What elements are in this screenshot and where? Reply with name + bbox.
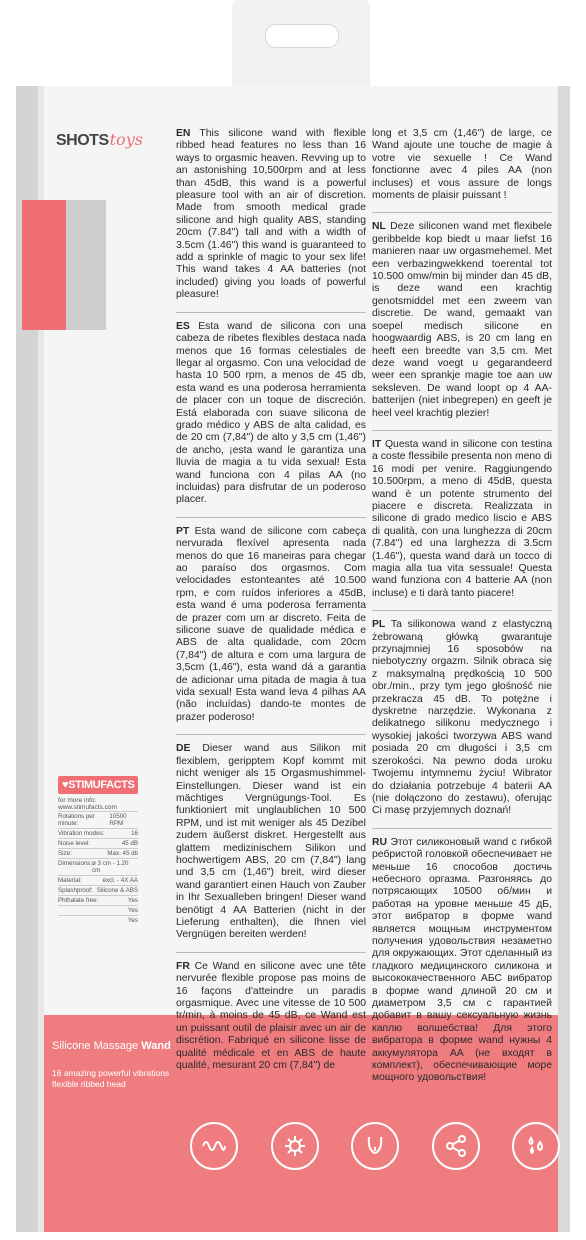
- divider: [372, 212, 552, 213]
- text-block-ru: RU Этот силиконовый wand с гибкой ребристой головкой обеспечивает не меньше 16 способов достичь небесного оргазма. Разгоняясь до потрясающих 10500 об/мин и работая на уровне меньше 45 дБ, этот вибратор в форме wand является мощным инструментом получения удовольствия незаметно для окружающих. Этот сделанный из гладкого медицинского силикона и высококачественного АБС вибратор в форме wand длиной 20 см и диаметром 3,5 см с гарантией добавит в вашу сексуальную жизнь каплю волшебства! Для этого вибратора в форме wand нужны 4 аккумулятора AA (не входят в комплект), обеспечивающие море мощного удовольствия!: [372, 836, 552, 1084]
- grey-accent-stripe: [66, 200, 106, 330]
- spec-label: Phthalate free:: [58, 897, 99, 904]
- spec-value: 16: [131, 830, 138, 837]
- product-name: Silicone Massage Wand: [52, 1040, 171, 1052]
- stimufacts-badge: ♥STIMUFACTS: [58, 776, 138, 794]
- divider: [176, 312, 366, 313]
- stimufacts-panel: [58, 776, 138, 925]
- text-block-fr-continued: long et 3,5 cm (1,46") de large, ce Wand ajoute une touche de magie à votre vie sexuelle ! Ce Wand fonctionne avec 4 piles AA (non incluses) et vous assure de longs moments de plaisir puissant !: [372, 128, 552, 202]
- spec-row: [58, 848, 138, 858]
- text-block-it: IT Questa wand in silicone con testina a coste flessibile presenta non meno di 16 modi per venire. Raggiungendo 10.500rpm, a meno di 45dB, questa wand è un potente strumento del piacere e discreta. Realizzata in silicone di grado medico liscio e ABS di qualità, con una lunghezza di 20cm (7.84") ed una larghezza di 3.5cm (1.46"), questa wand darà un tocco di magia alla tua vita sessuale! Questa wand funziona con 4 batterie AA (non incluse) e ti darà tanto piacere!: [372, 438, 552, 599]
- divider: [176, 952, 366, 953]
- spec-label: Dimensions:: [58, 860, 93, 867]
- spec-row: [58, 858, 138, 875]
- spec-label: Vibration modes:: [58, 830, 105, 837]
- text-block-en: EN This silicone wand with flexible ribbed head features no less than 16 ways to orgasmic heaven. Revving up to an astonishing 10,500rpm and at less than 45dB, this wand is a powerful pleasure tool with an air of discretion. Made from smooth medical grade silicone and high quality ABS, standing 20cm (7.84") tall and with a width of 3.5cm (1.46") this wand is guaranteed to add a sprinkle of magic to your sex life! This wand takes 4 AA batteries (not included) giving you loads of powerful pleasure!: [176, 128, 367, 301]
- spec-row: [58, 838, 138, 848]
- body-icon: [351, 1122, 399, 1170]
- text-block-es: ES Esta wand de silicona con una cabeza de ribetes flexibles destaca nada menos que 16 formas celestiales de llegar al orgasmo. Con una velocidad de hasta 10 500 rpm, a menos de 45 db, esta wand es una poderosa herramienta de placer con un toque de discreción. Está elaborada con suave silicona de grado médico y ABS de alta calidad, es de 20 cm (7,84") de alto y 3,5 cm (1,46") de ancho, ¡esta wand le garantiza una lluvia de magia a tu vida sexual! Esta wand funciona con 4 pilas AA (no incluidas) para disfrutar de un poderoso placer.: [176, 320, 366, 506]
- spec-label: Splashproof:: [58, 887, 93, 894]
- spec-value: ø 3 cm - 1.20 cm: [92, 860, 129, 874]
- spec-row: [58, 875, 138, 885]
- divider: [372, 430, 552, 431]
- spec-list: [58, 811, 138, 925]
- spec-row: [58, 828, 138, 838]
- text-block-fr: FR Ce Wand en silicone avec une tête nervurée flexible propose pas moins de 16 façons d'atteindre un paradis orgasmique. Avec une vitesse de 10 500 tr/min, à moins de 45 dB, ce Wand est un puissant outil de plaisir avec un air de discrétion. Fabriqué en silicone lisse de qualité médicale et en ABS de haute qualité, mesurant 20 cm (7,84") de: [176, 960, 367, 1072]
- spec-value: Yes: [127, 907, 138, 914]
- spec-value: 10500 RPM: [109, 813, 127, 827]
- hang-tab: [232, 0, 370, 92]
- product-info: [52, 1040, 182, 1090]
- divider: [372, 610, 552, 611]
- divider: [176, 734, 366, 735]
- spec-row: [58, 885, 138, 895]
- spec-label: Material:: [58, 877, 82, 884]
- feature-icons: [190, 1122, 560, 1170]
- spec-value: Yes: [127, 897, 138, 904]
- spec-value: Yes: [127, 917, 138, 924]
- divider: [372, 828, 552, 829]
- spec-value: excl. - 4X AA: [102, 877, 138, 884]
- text-column-right: [372, 128, 552, 1095]
- text-block-pl: PL Ta silikonowa wand z elastyczną żebrowaną główką gwarantuje przynajmniej 16 sposobów na niebotyczny orgazm. Silnik obraca się z maksymalną prędkością 10 500 obr./min., przy tym jego głośność nie przekracza 45 dB. To potężne i dyskretne narzędzie. Wykonana z delikatnego silikonu medycznego i wysokiej jakości tworzywa ABS wand posiada 20 cm długości i 3,5 cm szerokości. Na pewno doda uroku Twojemu intymnemu życiu! Wibrator do działania potrzebuje 4 baterii AA (nie dołączono do zestawu), oferując Ci masę przyjemnych doznań!: [372, 619, 552, 817]
- waterproof-drops-icon: [512, 1122, 560, 1170]
- spec-label: Rotations per minute:: [58, 813, 95, 827]
- spec-label: Size:: [58, 850, 72, 857]
- spec-value: Silicone & ABS: [96, 887, 138, 894]
- hang-hole: [265, 24, 339, 48]
- spec-row: [58, 811, 138, 828]
- logo-toys-text: toys: [109, 130, 143, 149]
- text-column-left: [176, 128, 366, 1082]
- logo-shots-text: SHOTS: [56, 132, 109, 149]
- gear-icon: [271, 1122, 319, 1170]
- text-block-nl: NL Deze siliconen wand met flexibele geribbelde kop biedt u maar liefst 16 manieren naar uw orgasmehemel. Met een verbazingwekkend toerental tot 10.500 omw/min bij minder dan 45 dB, is deze wand een krachtig genotsmiddel met een zweem van discretie. De wand, gemaakt van soepel medisch silicone en hoogwaardig ABS, is 20 cm lang en heeft een breedte van 3,5 cm. Met deze wand voegt u gegarandeerd weer een sprankje magie toe aan uw seksleven. De wand loopt op 4 AA-batterijen (niet inbegrepen) en geeft je heel veel krachtig plezier!: [372, 221, 552, 419]
- share-nodes-icon: [432, 1122, 480, 1170]
- spec-value: Max. 45 db: [107, 850, 138, 857]
- spec-row: [58, 905, 138, 915]
- spec-row: [58, 915, 138, 925]
- text-block-de: DE Dieser wand aus Silikon mit flexiblem, geripptem Kopf kommt mit nicht weniger als 15 Orgasmushimmel-Einstellungen. Dieser wand ist ein mächtiges Vergnügungs-Tool. Es funktioniert mit unglaublichen 10 500 RPM, und ist mit weniger als 45 Dezibel zudem äußerst diskret. Hergestellt aus glattem medizinischem Silikon und hochwertigem ABS, 20 cm (7,84") lang und 3,5 cm (1,46") breit, wird dieser wand garantiert einen Hauch von Zauber in Ihr Sexualleben bringen! Dieser wand benötigt 4 AA Batterien (nicht in der Lieferung enthalten), die Ihnen viel Vergnügen bereiten werden!: [176, 743, 366, 941]
- brand-logo: [56, 130, 143, 154]
- divider: [176, 517, 366, 518]
- vibration-wave-icon: [190, 1122, 238, 1170]
- spec-label: Noise level:: [58, 840, 90, 847]
- spec-value: 45 dB: [121, 840, 138, 847]
- stimufacts-more-info: for more info: www.stimufacts.com: [58, 797, 117, 811]
- pink-accent-stripe: [22, 200, 66, 330]
- text-block-pt: PT Esta wand de silicone com cabeça nervurada flexível apresenta nada menos do que 16 maneiras para chegar ao paraíso dos orgasmos. Com velocidades estonteantes até 10.500 rpm, e com ruídos inferiores a 45dB, esta wand é uma poderosa ferramenta de prazer com um ar discreto. Feita de silicone suave de qualidade médica e ABS de alta qualidade, com 20cm (7,84") de altura e com uma largura de 3,5cm (1,46"), esta wand dá a garantia de adicionar uma pitada de magia à tua vida sexual! Esta wand leva 4 pilhas AA (não incluídas) dando-te montes de prazer poderoso!: [176, 525, 366, 723]
- product-description: 16 amazing powerful vibrations flexible ribbed head: [52, 1068, 170, 1089]
- spec-row: [58, 895, 138, 905]
